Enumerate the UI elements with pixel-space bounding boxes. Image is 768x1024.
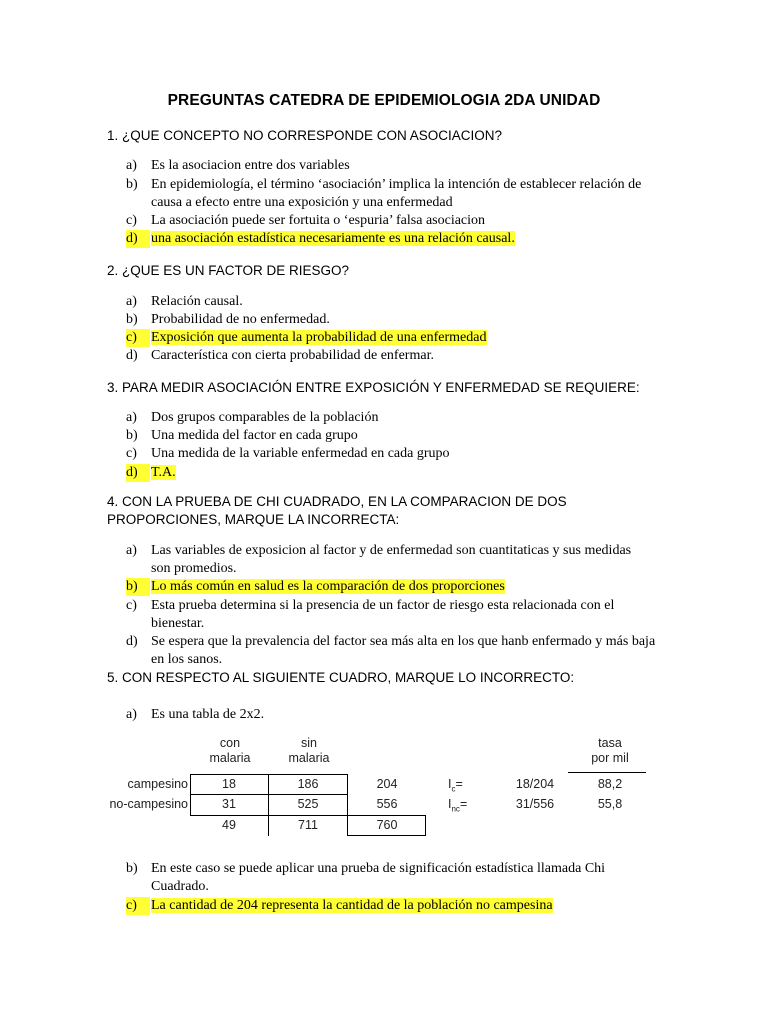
question-2-option-b (126, 311, 656, 329)
question-4-option-d (126, 633, 656, 669)
question-2-option-a (126, 293, 656, 311)
row-label-no-campesino: no-campesino (109, 797, 188, 811)
grand-total: 760 (376, 818, 398, 832)
option-text: Las variables de exposicion al factor y de enfermedad son cuantitaticas y sus medidas son promedios. (151, 543, 632, 576)
question-4-line-2: PROPORCIONES, MARQUE LA INCORRECTA: (107, 512, 400, 527)
option-letter: d) (126, 634, 138, 649)
question-4-option-b (126, 578, 656, 596)
question-3: 3. PARA MEDIR ASOCIACIÓN ENTRE EXPOSICIÓN Y ENFERMEDAD SE REQUIERE: (107, 380, 640, 395)
option-letter: c) (126, 897, 150, 915)
question-1-option-d (126, 230, 656, 248)
option-letter: a) (126, 543, 137, 558)
option-letter: d) (126, 348, 138, 363)
option-text: T.A. (151, 465, 176, 480)
header-con-line-2: malaria (209, 751, 251, 765)
question-4-option-a (126, 542, 644, 578)
option-letter: b) (126, 177, 138, 192)
grand-total-box (347, 815, 426, 836)
header-tasa-line-1: tasa (598, 736, 622, 750)
option-text: Se espera que la prevalencia del factor sea más alta en los que hanb enfermado y más baja en los sanos. (151, 634, 656, 667)
question-2-option-d (126, 347, 656, 365)
question-5-option-c (126, 897, 656, 915)
option-text: Relación causal. (151, 294, 243, 309)
header-tasa-line-2: por mil (591, 751, 629, 765)
question-5: 5. CON RESPECTO AL SIGUIENTE CUADRO, MARQUE LO INCORRECTO: (107, 670, 575, 685)
page-title: PREGUNTAS CATEDRA DE EPIDEMIOLOGIA 2DA UNIDAD (167, 92, 601, 109)
tasa-underline (568, 772, 646, 773)
total-sin: 711 (298, 818, 318, 832)
option-text: La cantidad de 204 representa la cantidad de la población no campesina (151, 898, 553, 913)
question-4-line-1: 4. CON LA PRUEBA DE CHI CUADRADO, EN LA COMPARACION DE DOS (107, 494, 567, 509)
option-text: En este caso se puede aplicar una prueba de significación estadística llamada Chi Cuadrado. (151, 861, 606, 894)
option-letter: a) (126, 294, 137, 309)
option-text: Esta prueba determina si la presencia de un factor de riesgo esta relacionada con el bienestar. (151, 598, 615, 631)
question-2-option-c (126, 329, 656, 347)
option-text: Probabilidad de no enfermedad. (151, 312, 330, 327)
question-1-option-c (126, 212, 656, 230)
cell-no-campesino-sin: 525 (297, 797, 319, 811)
option-letter: d) (126, 464, 150, 482)
question-5-option-b (126, 860, 646, 896)
option-letter: b) (126, 578, 150, 596)
option-letter: b) (126, 428, 138, 443)
question-2: 2. ¿QUE ES UN FACTOR DE RIESGO? (107, 263, 350, 278)
ratio-no-campesino: 31/556 (515, 797, 555, 811)
question-1-option-a (126, 157, 656, 175)
question-3-option-c (126, 445, 656, 463)
tasa-campesino: 88,2 (597, 777, 623, 791)
cell-campesino-con: 18 (222, 777, 236, 791)
question-1-option-b (126, 176, 646, 212)
option-text: Una medida del factor en cada grupo (151, 428, 358, 443)
question-1: 1. ¿QUE CONCEPTO NO CORRESPONDE CON ASOCIACION? (107, 128, 503, 143)
option-text: una asociación estadística necesariamente es una relación causal. (151, 231, 515, 246)
option-letter: a) (126, 158, 137, 173)
option-text: Lo más común en salud es la comparación de dos proporciones (151, 579, 505, 594)
question-3-option-a (126, 409, 656, 427)
header-sin-line-1: sin (301, 736, 317, 750)
question-3-option-d (126, 464, 656, 482)
option-letter: b) (126, 861, 138, 876)
ratio-campesino: 18/204 (515, 777, 555, 791)
tasa-no-campesino: 55,8 (597, 797, 623, 811)
option-letter: c) (126, 213, 137, 228)
option-text: Es la asociacion entre dos variables (151, 158, 350, 173)
option-text: Es una tabla de 2x2. (151, 707, 265, 722)
option-letter: c) (126, 329, 150, 347)
question-3-option-b (126, 427, 656, 445)
question-5-option-a (126, 706, 656, 724)
row-label-campesino: campesino (127, 777, 188, 791)
grid-col-divider (268, 774, 269, 836)
option-text: Dos grupos comparables de la población (151, 410, 379, 425)
header-sin-line-2: malaria (288, 751, 330, 765)
option-letter: c) (126, 598, 137, 613)
option-text: La asociación puede ser fortuita o ‘espuria’ falsa asociacion (151, 213, 486, 228)
option-letter: d) (126, 230, 150, 248)
cell-no-campesino-total: 556 (376, 797, 398, 811)
option-text: En epidemiología, el término ‘asociación’ implica la intención de establecer relación de causa a efecto entre una exposición y una enfermedad (151, 177, 642, 210)
option-letter: c) (126, 446, 137, 461)
option-text: Característica con cierta probabilidad de enfermar. (151, 348, 434, 363)
cell-campesino-total: 204 (376, 777, 398, 791)
option-letter: a) (126, 410, 137, 425)
grid-row-divider (190, 794, 348, 795)
cell-campesino-sin: 186 (297, 777, 319, 791)
two-by-two-grid (190, 774, 348, 816)
option-letter: b) (126, 312, 138, 327)
rate-label-campesino: $I_c=$ (448, 777, 463, 794)
question-4-option-c (126, 597, 644, 633)
option-text: Una medida de la variable enfermedad en cada grupo (151, 446, 450, 461)
total-con: 49 (222, 818, 236, 832)
option-text: Exposición que aumenta la probabilidad de una enfermedad (151, 330, 487, 345)
rate-label-no-campesino: $I_{nc}=$ (448, 797, 468, 814)
header-con-line-1: con (219, 736, 241, 750)
cell-no-campesino-con: 31 (222, 797, 236, 811)
option-letter: a) (126, 707, 137, 722)
